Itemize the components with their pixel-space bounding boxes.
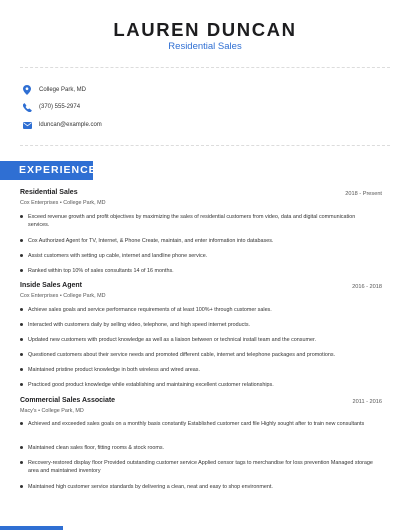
bullet-text: Cox Authorized Agent for TV, Internet, & Phone Create, maintain, and enter information into databases.	[28, 238, 274, 244]
bullet-text: Questioned customers about their service needs and promoted different cable, internet and telephone packages and promotions.	[28, 352, 336, 358]
job-dates: 2011 - 2016	[352, 399, 382, 405]
job-dates: 2018 - Present	[345, 191, 382, 197]
list-item	[20, 267, 375, 275]
list-item	[20, 420, 375, 428]
list-item	[20, 336, 375, 344]
bullet-text: Practiced good product knowledge while establishing and maintaining excellent customer relationships.	[28, 382, 274, 388]
resume-role: Residential Sales	[168, 41, 242, 52]
bullet-text: Achieve sales goals and service performance requirements of at least 100%+ through customer sales.	[28, 307, 272, 313]
mail-icon	[22, 120, 32, 130]
bullet-dot	[20, 215, 23, 218]
bullet-text: Maintained high customer service standards by delivering a clean, neat and easy to shop environment.	[28, 484, 273, 490]
contact-phone-text: (370) 555-2974	[39, 104, 81, 110]
list-item	[20, 321, 375, 329]
bullet-dot	[20, 383, 23, 386]
bullet-dot	[20, 368, 23, 371]
list-item	[20, 252, 375, 260]
contact-location	[22, 84, 86, 96]
bullet-dot	[20, 422, 23, 425]
job-company: Macy's • College Park, MD	[20, 408, 84, 414]
job-title: Residential Sales	[20, 189, 78, 196]
section-heading-experience: EXPERIENCE	[19, 164, 97, 176]
list-item	[20, 483, 375, 491]
bullet-text: Assist customers with setting up cable, internet and landline phone service.	[28, 253, 208, 259]
bullet-dot	[20, 446, 23, 449]
list-item	[20, 444, 375, 452]
job-dates: 2016 - 2018	[352, 284, 382, 290]
bullet-dot	[20, 269, 23, 272]
footer-accent-bar	[0, 526, 63, 530]
job-company: Cox Enterprises • College Park, MD	[20, 293, 106, 299]
bullet-text: Ranked within top 10% of sales consultants 14 of 16 months.	[28, 268, 174, 274]
list-item	[20, 237, 375, 245]
bullet-dot	[20, 485, 23, 488]
resume-name: LAUREN DUNCAN	[113, 19, 297, 40]
bullet-text: Recovery-restored display floor Provided outstanding customer service Applied censor tags to merchandise for loss prevention Managed storage area and maintained inventory	[28, 460, 373, 474]
bullet-dot	[20, 308, 23, 311]
bullet-dot	[20, 239, 23, 242]
contact-email-text: lduncan@example.com	[39, 122, 102, 128]
bullet-dot	[20, 323, 23, 326]
list-item	[20, 213, 375, 229]
list-item	[20, 459, 375, 475]
contact-email	[22, 119, 102, 131]
list-item	[20, 366, 375, 374]
bullet-text: Maintained clean sales floor, fitting rooms & stock rooms.	[28, 445, 165, 451]
bullet-dot	[20, 461, 23, 464]
list-item	[20, 351, 375, 359]
bullet-text: Exceed revenue growth and profit objectives by maximizing the sales of residential customers from video, data and digital communication services.	[28, 214, 356, 228]
bullet-text: Maintained pristine product knowledge in both wireless and wired areas.	[28, 367, 200, 373]
header-divider	[20, 67, 390, 68]
bullet-dot	[20, 353, 23, 356]
contact-location-text: College Park, MD	[39, 87, 87, 93]
bullet-dot	[20, 338, 23, 341]
contact-phone	[22, 101, 80, 113]
job-company: Cox Enterprises • College Park, MD	[20, 200, 106, 206]
list-item	[20, 306, 375, 314]
bullet-text: Interacted with customers daily by selling video, telephone, and high speed internet products.	[28, 322, 251, 328]
job-title: Commercial Sales Associate	[20, 397, 116, 404]
bullet-dot	[20, 254, 23, 257]
bullet-text: Updated new customers with product knowledge as well as a liaison between or technical install team and the consumer.	[28, 337, 316, 343]
bullet-text: Achieved and exceeded sales goals on a monthly basis constantly Established customer card file Highly sought after to train new consultants	[28, 421, 365, 427]
job-title: Inside Sales Agent	[20, 282, 82, 289]
list-item	[20, 381, 375, 389]
phone-icon	[22, 102, 32, 112]
contact-divider	[20, 145, 390, 146]
map-pin-icon	[22, 85, 32, 95]
